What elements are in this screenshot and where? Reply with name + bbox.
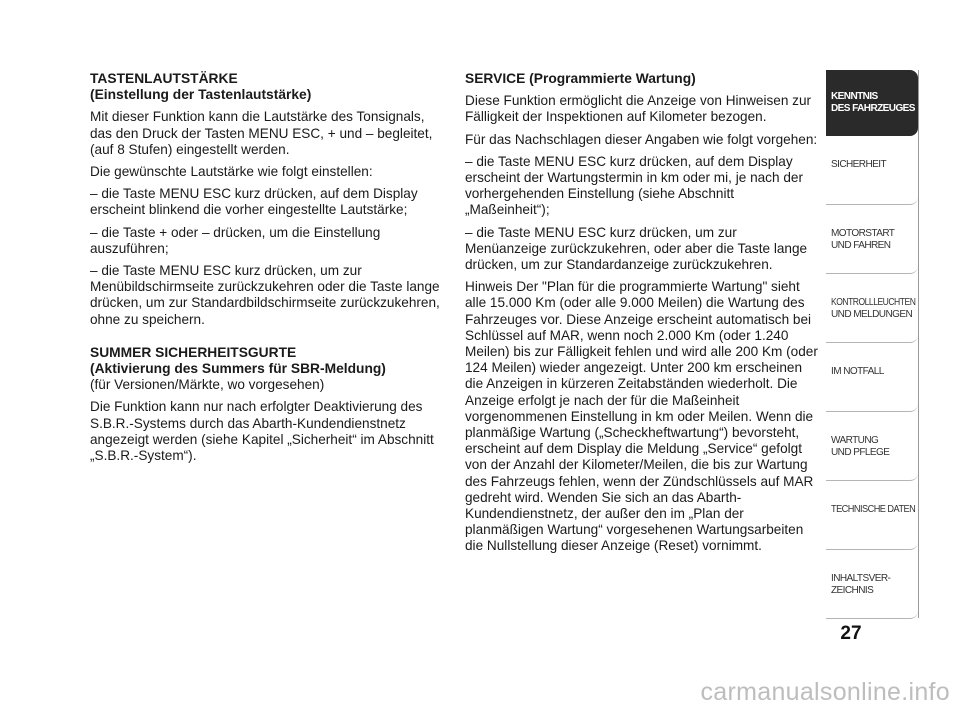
tab-label-line-2: UND FAHREN [831, 240, 891, 251]
paragraph: – die Taste MENU ESC kurz drücken, auf dem Display erscheint blinkend die vorher eingestellte Lautstärke; [90, 186, 418, 218]
right-column [465, 71, 819, 561]
tab-technische-daten[interactable] [826, 484, 918, 550]
heading-line-2: (Aktivierung des Summers für SBR-Meldung) [90, 361, 386, 377]
tab-label-line-1: SICHERHEIT [831, 159, 887, 170]
chapter-tabs [826, 70, 919, 618]
tab-kontrollleuchten-und-meldungen[interactable] [826, 277, 918, 343]
tab-label-line-2: UND MELDUNGEN [831, 309, 913, 320]
heading-line-1: SERVICE (Programmierte Wartung) [465, 71, 696, 86]
paragraph: – die Taste MENU ESC kurz drücken, um zur Menüanzeige zurückzukehren, oder aber die Taste lange drücken, um zur Standardanzeige zurückzukehren. [465, 224, 808, 273]
tab-label-line-1: WARTUNG [831, 435, 879, 446]
left-column [90, 71, 442, 470]
tab-label-line-2: ZEICHNIS [831, 585, 874, 596]
paragraph: Mit dieser Funktion kann die Lautstärke des Tonsignals, das den Druck der Tasten MENU ESC, + und – begleitet, (auf 8 Stufen) eingestellt werden. [90, 109, 433, 157]
tab-inhaltsverzeichnis[interactable] [826, 553, 918, 619]
tab-kenntnis-des-fahrzeuges[interactable] [826, 70, 918, 136]
paragraph: – die Taste MENU ESC kurz drücken, auf dem Display erscheint der Wartungstermin in km oder mi, je nach der vorhergehenden Einstellung (siehe Abschnitt „Maßeinheit“); [465, 153, 803, 218]
tab-motorstart-und-fahren[interactable] [826, 208, 918, 274]
watermark: carmanualsonline.info [700, 678, 950, 706]
section-subtitle: (für Versionen/Märkte, wo vorgesehen) [90, 377, 325, 393]
paragraph: – die Taste MENU ESC kurz drücken, um zur Menübildschirmseite zurückzukehren oder die Taste lange drücken, um zur Standardbildschirmseite zurückzukehren, ohne zu speichern. [90, 263, 440, 327]
heading-line-1: SUMMER SICHERHEITSGURTE [90, 344, 297, 360]
tab-label-line-1: KENNTNIS [831, 91, 878, 102]
paragraph: Hinweis Der "Plan für die programmierte Wartung" sieht alle 15.000 Km (oder alle 9.000 Meilen) die Wartung des Fahrzeuges vor. Diese Anzeige erscheint automatisch bei Schlüssel auf MAR, wenn noch 2.000 Km (oder 1.240 Meilen) bis zur Fälligkeit fehlen und wird alle 200 Km (oder 124 Meilen) wieder angezeigt. Unter 200 km erscheinen die Anzeigen in kürzeren Zeitabständen wiederholt. Die Anzeige erfolgt je nach der für die Maßeinheit vorgenommenen Einstellung in km oder Meilen. Wenn die planmäßige Wartung („Scheckheftwartung“) bevorsteht, erscheint auf dem Display die Meldung „Service“ gefolgt von der Anzahl der Kilometer/Meilen, die bis zur Wartung des Fahrzeugs fehlen, wenn der Zündschlüssels auf MAR gedreht wird. Wenden Sie sich an das Abarth-Kundendienstnetz, der außer den im „Plan der planmäßigen Wartung“ vorgesehenen Wartungsarbeiten die Nullstellung dieser Anzeige (Reset) vornimmt. [465, 279, 818, 554]
section-heading-service [465, 71, 819, 87]
paragraph: Für das Nachschlagen dieser Angaben wie folgt vorgehen: [465, 131, 818, 147]
paragraph: Die Funktion kann nur nach erfolgter Deaktivierung des S.B.R.-Systems durch das Abarth-Kundendienstnetz angezeigt werden (siehe Kapitel „Sicherheit“ im Abschnitt „S.B.R.-System“). [90, 399, 434, 464]
tab-label-line-1: INHALTSVER- [831, 573, 891, 584]
tab-wartung-und-pflege[interactable] [826, 415, 918, 481]
tab-label-line-1: KONTROLLLEUCHTEN [831, 297, 916, 308]
tab-label-line-1: TECHNISCHE DATEN [831, 504, 916, 515]
tab-im-notfall[interactable] [826, 346, 918, 412]
paragraph: – die Taste + oder – drücken, um die Einstellung auszuführen; [90, 224, 381, 256]
section-heading-tastenlautstaerke [90, 71, 442, 103]
tab-label-line-2: UND PFLEGE [831, 447, 890, 458]
page-number: 27 [840, 623, 862, 644]
tab-label-line-1: IM NOTFALL [831, 366, 884, 377]
tab-label-line-2: DES FAHRZEUGES [831, 103, 915, 114]
tab-sicherheit[interactable] [826, 139, 918, 205]
paragraph: Diese Funktion ermöglicht die Anzeige von Hinweisen zur Fälligkeit der Inspektionen auf Kilometer bezogen. [465, 93, 812, 125]
tab-label-line-1: MOTORSTART [831, 228, 895, 239]
heading-line-2: (Einstellung der Tastenlautstärke) [90, 87, 312, 103]
section-heading-summer-sicherheitsgurte [90, 345, 442, 377]
paragraph: Die gewünschte Lautstärke wie folgt einstellen: [90, 164, 373, 180]
heading-line-1: TASTENLAUTSTÄRKE [90, 71, 238, 86]
